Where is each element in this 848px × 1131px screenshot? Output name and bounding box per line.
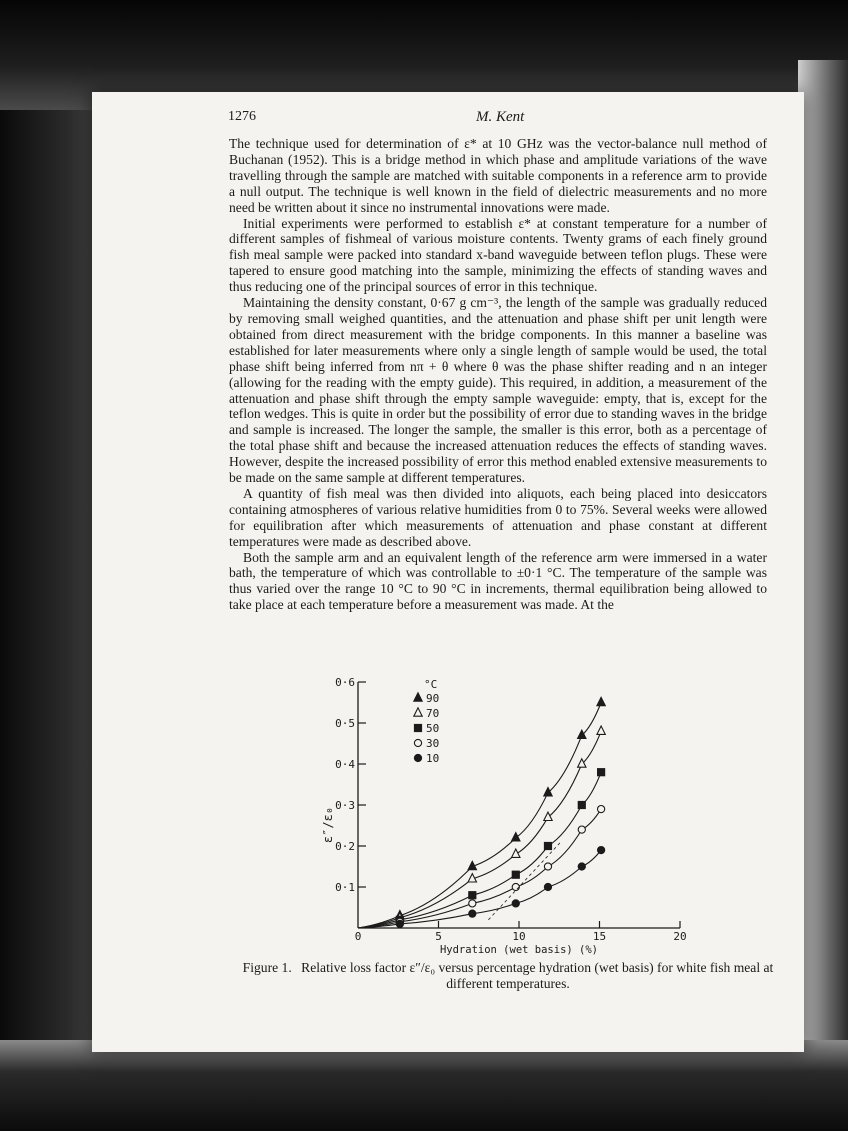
data-point-50 bbox=[544, 842, 551, 849]
data-point-10 bbox=[544, 883, 551, 890]
legend-marker-50 bbox=[414, 724, 421, 731]
data-point-10 bbox=[578, 863, 585, 870]
x-tick-label: 10 bbox=[512, 930, 526, 943]
caption-text: Relative loss factor ε″/ε₀ versus percentage hydration (wet basis) for white fish meal at different temperatures. bbox=[301, 960, 774, 991]
series-line-50 bbox=[358, 772, 601, 928]
data-point-30 bbox=[598, 806, 605, 813]
data-point-10 bbox=[396, 920, 403, 927]
data-point-30 bbox=[578, 826, 585, 833]
legend-title: °C bbox=[424, 678, 438, 691]
data-point-10 bbox=[598, 847, 605, 854]
legend-label-30: 30 bbox=[426, 737, 440, 750]
scan-shadow-right bbox=[798, 60, 848, 1060]
page-number: 1276 bbox=[228, 109, 256, 124]
paragraph: A quantity of fish meal was then divided into aliquots, each being placed into desiccators containing atmospheres of various relative humidities from 0 to 75%. Several weeks were allowed for equilibration after which measurements of attenuation and phase constant at different temperatures were made as described above. bbox=[229, 485, 767, 549]
data-point-30 bbox=[512, 883, 519, 890]
body-text bbox=[229, 136, 767, 613]
data-point-70 bbox=[512, 849, 520, 857]
y-tick-label: 0·4 bbox=[335, 758, 355, 771]
running-head bbox=[228, 109, 788, 129]
data-point-30 bbox=[469, 900, 476, 907]
data-point-90 bbox=[512, 833, 520, 841]
series-line-70 bbox=[358, 731, 601, 928]
x-tick-label: 5 bbox=[435, 930, 442, 943]
legend-label-70: 70 bbox=[426, 707, 440, 720]
y-tick-label: 0·6 bbox=[335, 676, 355, 689]
data-point-10 bbox=[512, 900, 519, 907]
data-point-90 bbox=[597, 697, 605, 705]
scan-shadow-bottom bbox=[0, 1040, 848, 1131]
data-point-10 bbox=[469, 910, 476, 917]
data-point-90 bbox=[544, 788, 552, 796]
x-tick-label: 0 bbox=[354, 930, 362, 943]
legend-label-90: 90 bbox=[426, 692, 440, 705]
y-axis-label: ε″/ε₀ bbox=[321, 806, 335, 844]
data-point-70 bbox=[597, 726, 605, 734]
x-tick-label: 15 bbox=[592, 930, 607, 943]
series-line-30 bbox=[358, 809, 601, 928]
data-point-70 bbox=[544, 812, 552, 820]
legend-label-50: 50 bbox=[426, 722, 440, 735]
y-tick-label: 0·2 bbox=[335, 840, 355, 853]
paragraph: Both the sample arm and an equivalent length of the reference arm were immersed in a water bath, the temperature of which was controllable to ±0·1 °C. The temperature of the sample was thus varied over the range 10 °C to 90 °C in increments, thermal equilibration being allowed to take place at each temperature before a measurement was made. At the bbox=[229, 549, 767, 613]
y-tick-label: 0·3 bbox=[335, 799, 355, 812]
paragraph: Initial experiments were performed to establish ε* at constant temperature for a number of different samples of fishmeal of various moisture contents. Twenty grams of each finely ground fish meal sample were packed into standard x-band waveguide between teflon plugs. These were tapered to ensure good matching into the sample, minimizing the effects of standing waves and thus reducing one of the principal sources of error in this technique. bbox=[229, 215, 767, 295]
legend-label-10: 10 bbox=[426, 752, 440, 765]
data-point-50 bbox=[578, 801, 585, 808]
x-tick-label: 20 bbox=[673, 930, 687, 943]
data-point-50 bbox=[512, 871, 519, 878]
legend-marker-70 bbox=[414, 708, 422, 716]
x-axis-label: Hydration (wet basis) (%) bbox=[439, 944, 599, 956]
figure-1 bbox=[300, 672, 720, 957]
legend-marker-90 bbox=[414, 693, 422, 701]
paragraph: The technique used for determination of ε* at 10 GHz was the vector-balance null method of Buchanan (1952). This is a bridge method in which phase and amplitude variations of the wave travelling through the sample are matched with suitable components in a reference arm to provide a null output. The technique is well known in the field of dielectric measurements and no more need be written about it since no instrumental innovations were made. bbox=[229, 136, 767, 215]
data-point-50 bbox=[469, 892, 476, 899]
data-point-70 bbox=[578, 759, 586, 767]
figure-caption bbox=[236, 960, 780, 992]
data-point-50 bbox=[598, 769, 605, 776]
author-name: M. Kent bbox=[476, 109, 525, 125]
y-tick-label: 0·5 bbox=[335, 717, 355, 730]
paragraph: Maintaining the density constant, 0·67 g cm⁻³, the length of the sample was gradually reduced by removing small weighed quantities, and the attenuation and phase shift per unit length were obtained from direct measurement with the bridge components. In this manner a baseline was established for later measurements where only a single length of sample would be used, the total phase shift being inferred from nπ + θ where θ was the phase shifter reading and n an integer (allowing for the reading with the empty guide). This required, in addition, a measurement of the attenuation and phase shift through the empty sample waveguide: empty, that is, except for the teflon wedges. This is quite in order but the possibility of error due to standing waves in the bridge and sample is increased. The longer the sample, the smaller is this error, both as a percentage of the total phase shift and because the increased attenuation reduces the effects of standing waves. However, despite the increased possibility of error this method enabled extensive measurements to be made on the same sample at different temperatures. bbox=[229, 295, 767, 486]
caption-label: Figure 1. bbox=[242, 960, 292, 975]
legend-marker-30 bbox=[414, 739, 421, 746]
loss-factor-chart bbox=[300, 672, 720, 957]
data-point-90 bbox=[578, 730, 586, 738]
series-line-90 bbox=[358, 703, 601, 929]
y-tick-label: 0·1 bbox=[335, 881, 355, 894]
legend-marker-10 bbox=[414, 754, 421, 761]
series-line-10 bbox=[358, 850, 601, 928]
data-point-30 bbox=[544, 863, 551, 870]
